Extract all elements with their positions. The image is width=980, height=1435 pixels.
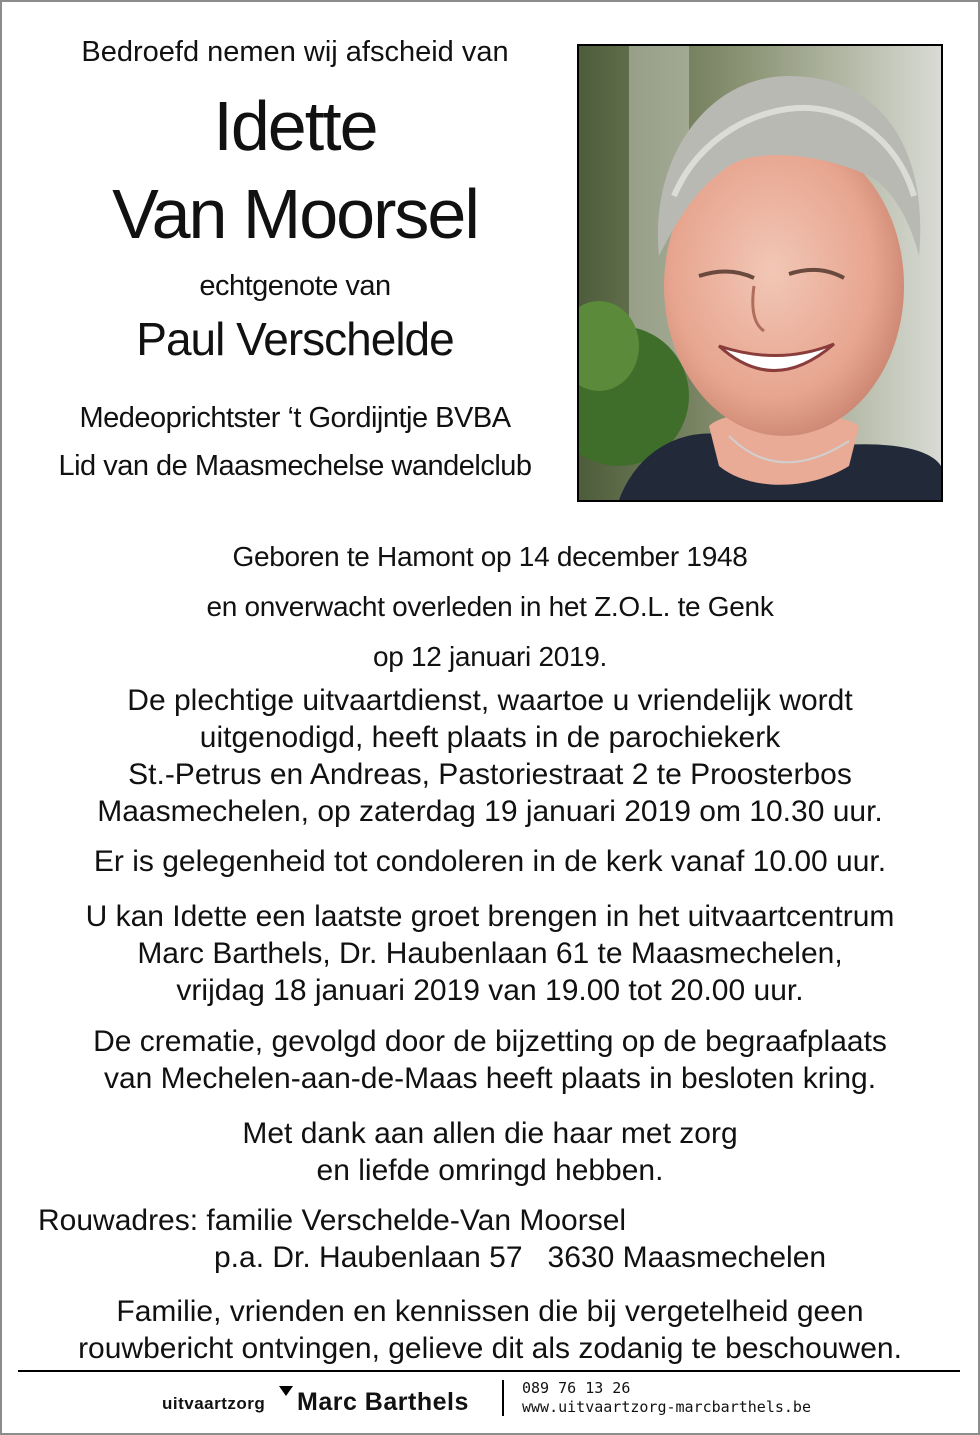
text-line: Familie, vrienden en kennissen die bij vergetelheid geen: [116, 1295, 864, 1328]
notice-message: [30, 1293, 950, 1367]
mourning-address-line: Rouwadres: familie Verschelde-Van Moorsel: [38, 1204, 627, 1237]
text-line: uitgenodigd, heeft plaats in de parochiekerk: [199, 721, 781, 754]
text-line: Marc Barthels, Dr. Haubenlaan 61 te Maasmechelen,: [137, 937, 843, 970]
deceased-first-name: Idette: [213, 87, 377, 165]
text-line: van Mechelen-aan-de-Maas heeft plaats in besloten kring.: [103, 1062, 877, 1095]
text-line: vrijdag 18 januari 2019 van 19.00 tot 20.00 uur.: [176, 974, 804, 1007]
funeral-service-info: [30, 682, 950, 830]
phone-number: 089 76 13 26: [522, 1379, 631, 1397]
text-line: De crematie, gevolgd door de bijzetting op de begraafplaats: [93, 1025, 887, 1058]
thanks-message: [30, 1115, 950, 1189]
text-line: op 12 januari 2019.: [372, 641, 608, 672]
text-line: en onverwacht overleden in het Z.O.L. te Genk: [206, 591, 774, 622]
footer-divider-line: [18, 1370, 960, 1372]
condolence-info: Er is gelegenheid tot condoleren in de kerk vanaf 10.00 uur.: [93, 845, 887, 878]
mourning-address-line: p.a. Dr. Haubenlaan 57 3630 Maasmechelen: [214, 1241, 827, 1274]
spouse-intro: echtgenote van: [199, 270, 391, 302]
portrait-illustration: [579, 46, 941, 500]
farewell-info: [30, 898, 950, 1009]
text-line: St.-Petrus en Andreas, Pastoriestraat 2 te Proosterbos: [128, 758, 852, 791]
text-line: en liefde omringd hebben.: [316, 1154, 664, 1187]
portrait-photo: [577, 44, 943, 502]
birth-and-death-info: [30, 532, 950, 682]
intro-text: Bedroefd nemen wij afscheid van: [81, 36, 509, 68]
text-line: rouwbericht ontvingen, gelieve dit als zodanig te beschouwen.: [78, 1332, 902, 1365]
spouse-name: Paul Verschelde: [136, 313, 454, 365]
deceased-last-name: Van Moorsel: [112, 175, 478, 253]
funeral-home-name: Marc Barthels: [297, 1388, 469, 1416]
footer-separator: [502, 1380, 504, 1416]
role-line: Medeoprichtster ‘t Gordijntje BVBA: [79, 402, 511, 434]
text-line: De plechtige uitvaartdienst, waartoe u vriendelijk wordt: [127, 684, 853, 717]
text-line: Met dank aan allen die haar met zorg: [242, 1117, 738, 1150]
text-line: U kan Idette een laatste groet brengen in het uitvaartcentrum: [85, 900, 895, 933]
funeral-home-label: uitvaartzorg: [162, 1394, 266, 1413]
website-link[interactable]: www.uitvaartzorg-marcbarthels.be: [522, 1398, 811, 1416]
text-line: Geboren te Hamont op 14 december 1948: [232, 541, 748, 572]
cremation-info: [30, 1023, 950, 1097]
text-line: Maasmechelen, op zaterdag 19 januari 2019 om 10.30 uur.: [97, 795, 883, 828]
triangle-logo-icon: [279, 1386, 293, 1396]
role-line: Lid van de Maasmechelse wandelclub: [58, 450, 532, 482]
